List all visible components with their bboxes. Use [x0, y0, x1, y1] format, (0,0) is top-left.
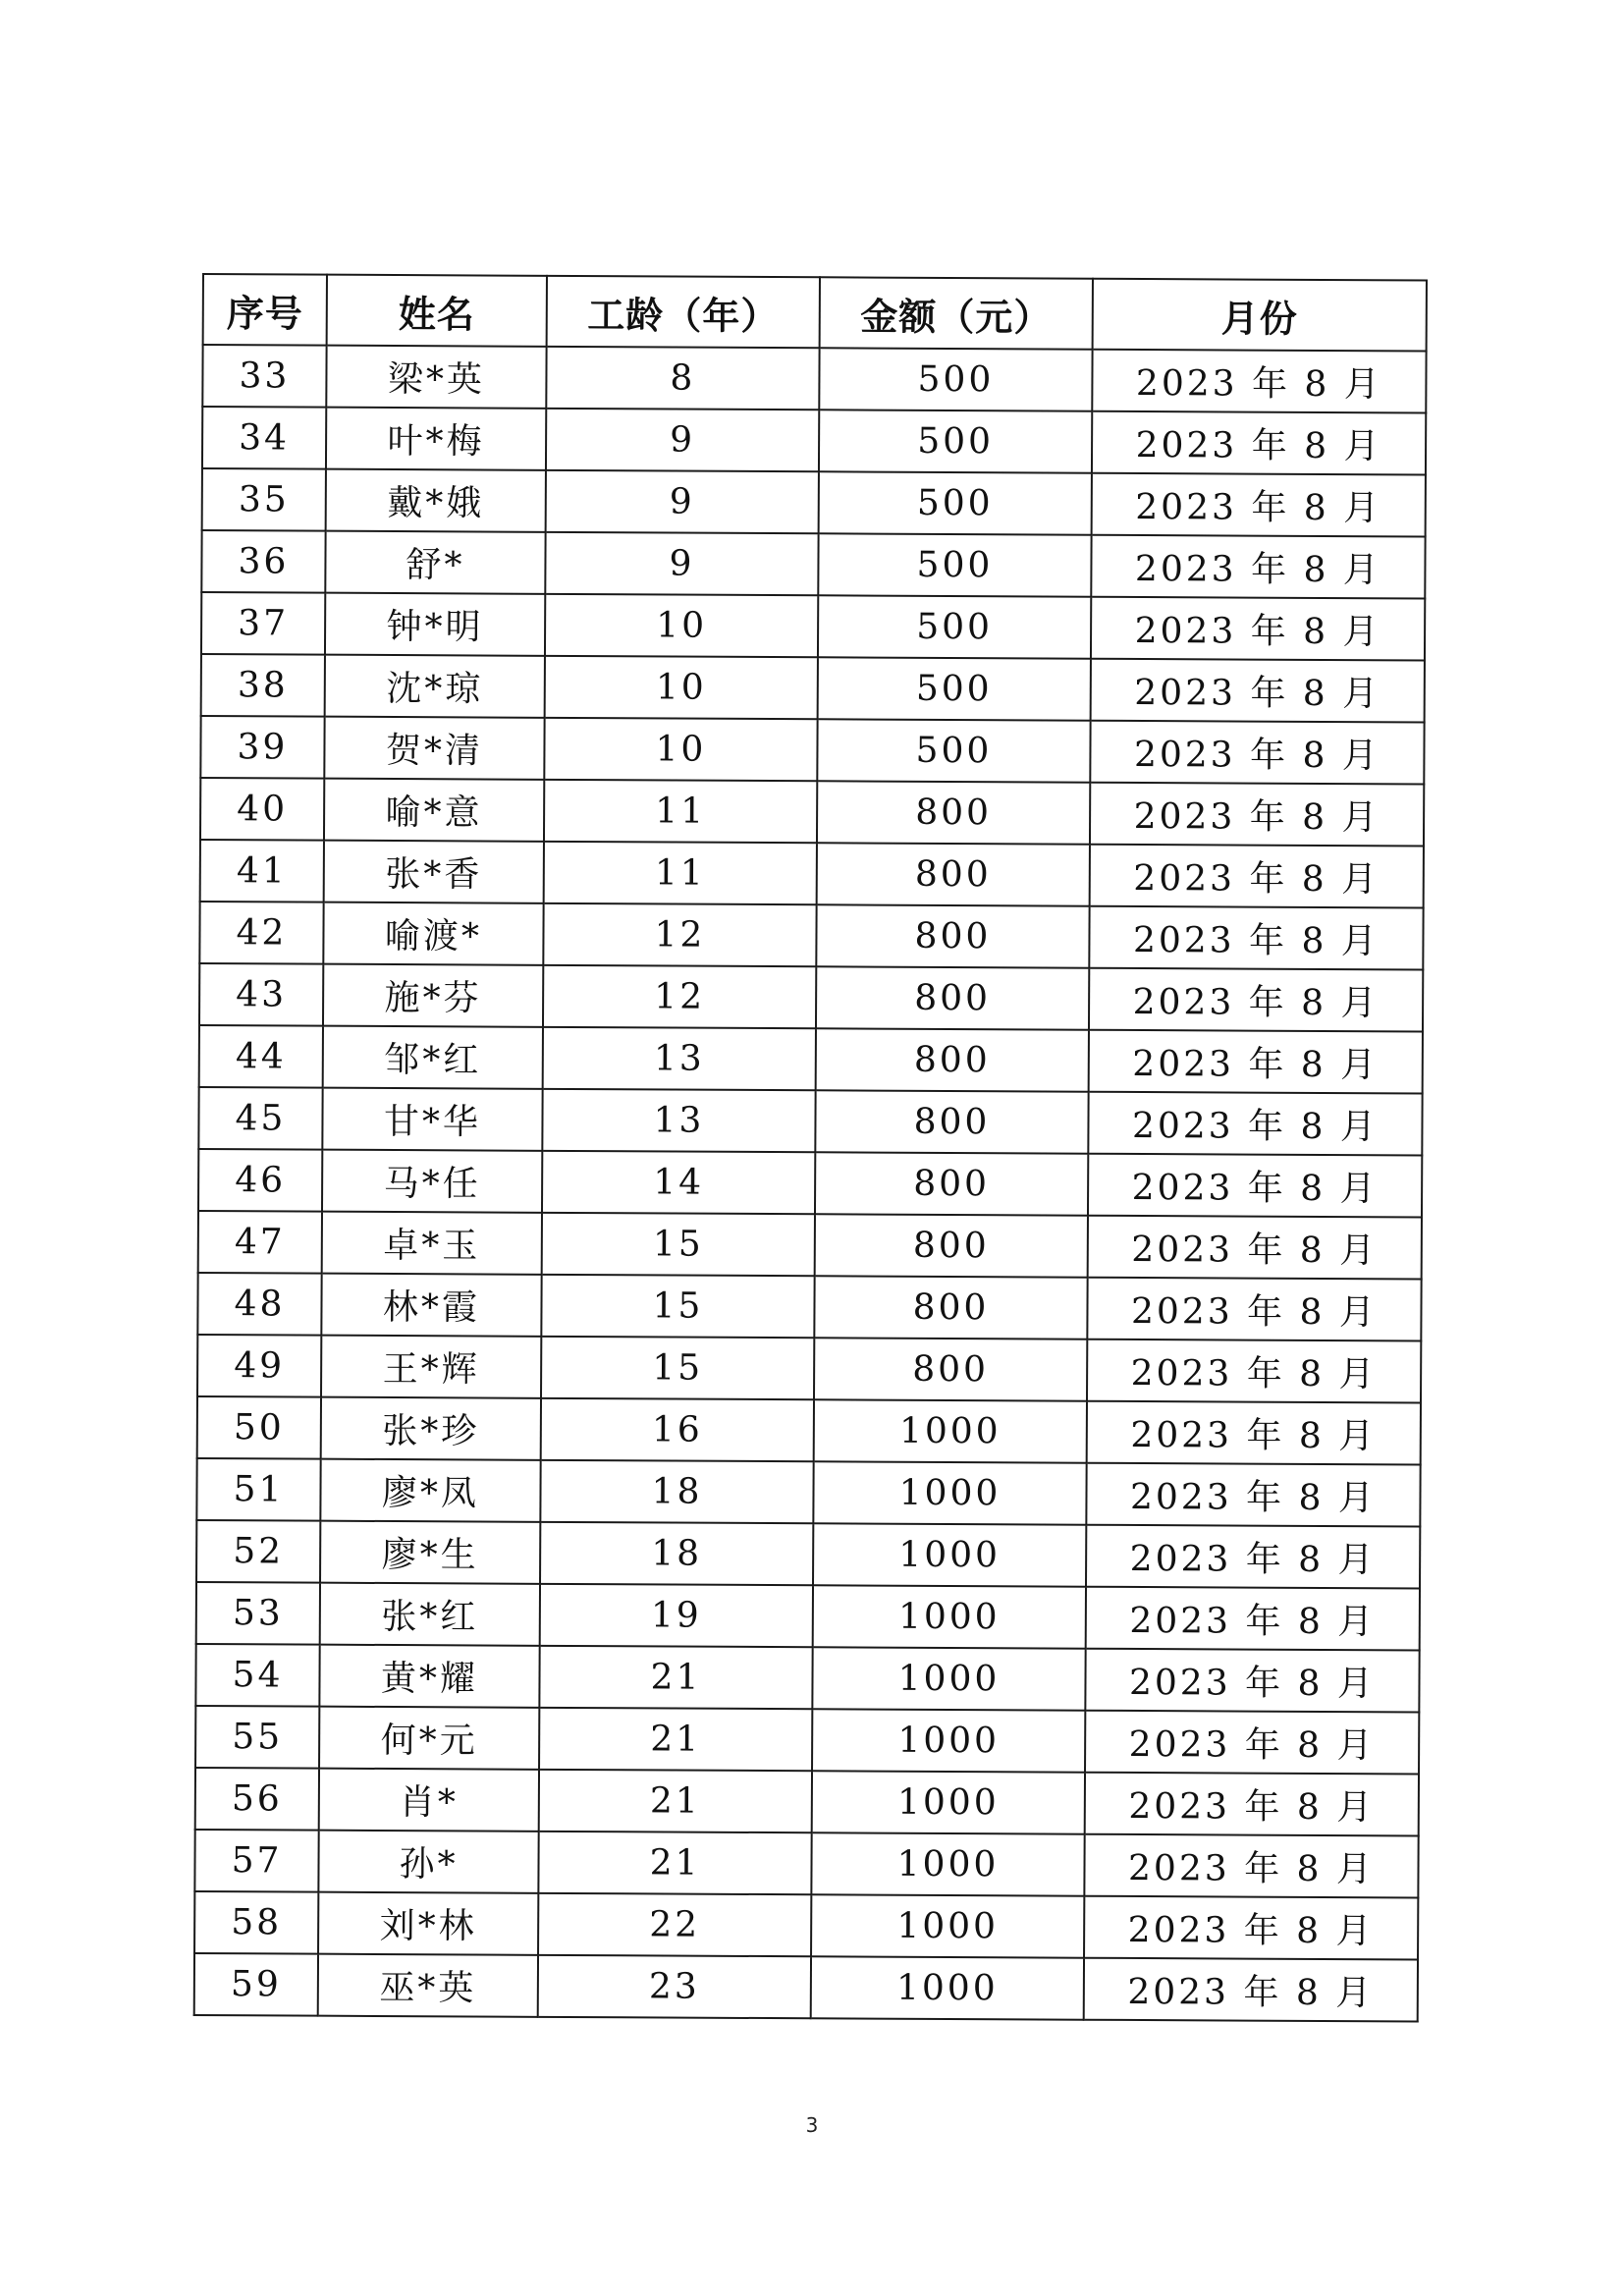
cell-amount: 500 [818, 595, 1091, 658]
cell-name: 施*芬 [323, 964, 543, 1027]
cell-seq: 36 [201, 530, 325, 593]
cell-years: 11 [544, 780, 817, 843]
cell-name: 叶*梅 [326, 408, 546, 470]
cell-name: 喻*意 [324, 779, 544, 842]
cell-month: 2023 年 8 月 [1089, 906, 1423, 970]
cell-month: 2023 年 8 月 [1086, 1587, 1420, 1651]
cell-amount: 1000 [813, 1461, 1086, 1524]
cell-amount: 500 [819, 410, 1092, 472]
cell-years: 10 [544, 718, 817, 781]
cell-name: 沈*琼 [325, 655, 545, 718]
cell-seq: 47 [198, 1211, 322, 1274]
cell-name: 孙* [318, 1831, 538, 1893]
cell-name: 贺*清 [324, 717, 544, 780]
cell-month: 2023 年 8 月 [1086, 1463, 1420, 1527]
cell-name: 张*珍 [321, 1397, 541, 1460]
cell-years: 15 [541, 1275, 814, 1338]
cell-month: 2023 年 8 月 [1087, 1339, 1421, 1403]
cell-years: 9 [546, 470, 819, 533]
table-row [201, 530, 1425, 599]
cell-seq: 42 [199, 902, 323, 964]
cell-amount: 1000 [812, 1647, 1085, 1710]
cell-seq: 58 [194, 1891, 318, 1954]
table-row [200, 778, 1424, 847]
cell-seq: 44 [199, 1025, 323, 1088]
cell-month: 2023 年 8 月 [1084, 1896, 1418, 1960]
cell-name: 卓*玉 [322, 1212, 542, 1275]
table-row [201, 654, 1425, 723]
cell-seq: 41 [200, 840, 324, 902]
table-row [197, 1273, 1421, 1341]
cell-amount: 500 [819, 348, 1092, 410]
cell-amount: 800 [814, 1338, 1087, 1400]
header-years: 工龄（年） [547, 276, 820, 348]
cell-seq: 43 [199, 963, 323, 1026]
table-row [195, 1706, 1419, 1775]
cell-amount: 800 [817, 781, 1090, 844]
table-row [196, 1458, 1420, 1527]
cell-amount: 1000 [812, 1771, 1085, 1833]
table-row [198, 1087, 1422, 1156]
cell-month: 2023 年 8 月 [1086, 1525, 1420, 1589]
cell-month: 2023 年 8 月 [1087, 1401, 1421, 1465]
cell-years: 18 [540, 1522, 813, 1585]
cell-seq: 40 [200, 778, 324, 841]
cell-seq: 59 [194, 1953, 318, 2016]
cell-name: 梁*英 [326, 346, 546, 409]
cell-amount: 1000 [813, 1585, 1086, 1648]
cell-years: 23 [538, 1955, 811, 2018]
cell-amount: 1000 [811, 1832, 1084, 1895]
cell-years: 10 [545, 656, 818, 719]
table-row [201, 592, 1425, 661]
cell-name: 甘*华 [322, 1088, 542, 1151]
table-row [194, 1953, 1418, 2022]
cell-seq: 49 [197, 1335, 321, 1397]
cell-amount: 1000 [811, 1894, 1084, 1957]
cell-years: 10 [545, 594, 818, 657]
table-row [195, 1768, 1419, 1836]
cell-years: 19 [540, 1584, 813, 1647]
table-row [202, 468, 1426, 537]
cell-years: 13 [542, 1089, 815, 1152]
cell-month: 2023 年 8 月 [1084, 1958, 1418, 2022]
cell-seq: 53 [196, 1582, 320, 1645]
cell-seq: 56 [195, 1768, 319, 1831]
table-row [194, 1830, 1418, 1898]
table-row [194, 1891, 1418, 1960]
cell-years: 14 [542, 1151, 815, 1214]
cell-month: 2023 年 8 月 [1091, 659, 1425, 723]
table-row [200, 840, 1424, 908]
table-row [197, 1396, 1421, 1465]
cell-amount: 800 [816, 966, 1089, 1029]
cell-seq: 35 [202, 468, 326, 531]
cell-name: 刘*林 [318, 1892, 538, 1955]
cell-month: 2023 年 8 月 [1085, 1649, 1419, 1713]
cell-month: 2023 年 8 月 [1084, 1834, 1418, 1898]
cell-amount: 1000 [811, 1956, 1084, 2019]
cell-name: 张*香 [324, 841, 544, 903]
cell-years: 21 [538, 1831, 811, 1894]
cell-seq: 37 [201, 592, 325, 655]
table-row [200, 716, 1424, 785]
cell-years: 13 [543, 1027, 816, 1090]
cell-month: 2023 年 8 月 [1090, 783, 1424, 847]
cell-amount: 800 [816, 904, 1089, 967]
cell-seq: 38 [201, 654, 325, 717]
cell-years: 15 [542, 1213, 815, 1276]
cell-seq: 45 [198, 1087, 322, 1150]
cell-amount: 800 [815, 1214, 1088, 1277]
cell-name: 肖* [319, 1769, 539, 1831]
table-row [198, 1149, 1422, 1218]
cell-name: 廖*生 [320, 1521, 540, 1584]
cell-years: 12 [543, 965, 816, 1028]
cell-years: 16 [541, 1398, 814, 1461]
header-name: 姓名 [327, 275, 547, 347]
header-row [203, 274, 1427, 352]
cell-years: 22 [538, 1893, 811, 1956]
cell-month: 2023 年 8 月 [1090, 845, 1424, 908]
header-seq: 序号 [203, 274, 327, 346]
cell-name: 马*任 [322, 1150, 542, 1213]
table-row [198, 1211, 1422, 1280]
table-row [199, 1025, 1423, 1094]
cell-years: 9 [545, 532, 818, 595]
header-amount: 金额（元） [820, 277, 1093, 349]
table-row [196, 1520, 1420, 1589]
cell-seq: 52 [196, 1520, 320, 1583]
cell-name: 黄*耀 [319, 1645, 539, 1708]
cell-seq: 33 [202, 345, 326, 408]
cell-amount: 1000 [814, 1399, 1087, 1462]
page-number: 3 [805, 2113, 819, 2137]
cell-month: 2023 年 8 月 [1087, 1278, 1421, 1341]
cell-month: 2023 年 8 月 [1090, 721, 1424, 785]
cell-month: 2023 年 8 月 [1085, 1773, 1419, 1836]
cell-month: 2023 年 8 月 [1091, 535, 1425, 599]
cell-amount: 800 [816, 1028, 1089, 1091]
cell-seq: 55 [195, 1706, 319, 1769]
cell-amount: 1000 [812, 1709, 1085, 1772]
table-row [199, 902, 1423, 970]
cell-years: 12 [543, 903, 816, 966]
cell-amount: 800 [815, 1152, 1088, 1215]
cell-years: 21 [539, 1646, 812, 1709]
cell-years: 11 [544, 842, 817, 904]
cell-years: 21 [539, 1770, 812, 1832]
cell-seq: 34 [202, 407, 326, 469]
cell-month: 2023 年 8 月 [1092, 350, 1426, 413]
cell-name: 张*红 [320, 1583, 540, 1646]
cell-name: 戴*娥 [326, 469, 546, 532]
cell-years: 21 [539, 1708, 812, 1771]
cell-name: 廖*凤 [320, 1459, 540, 1522]
table-row [202, 407, 1426, 475]
cell-seq: 46 [198, 1149, 322, 1212]
table-row [197, 1335, 1421, 1403]
cell-amount: 800 [815, 1090, 1088, 1153]
cell-month: 2023 年 8 月 [1089, 968, 1423, 1032]
table-row [202, 345, 1426, 413]
cell-amount: 1000 [813, 1523, 1086, 1586]
table-row [195, 1644, 1419, 1713]
cell-month: 2023 年 8 月 [1088, 1092, 1422, 1156]
cell-month: 2023 年 8 月 [1089, 1030, 1423, 1094]
table-body [194, 345, 1427, 2022]
cell-month: 2023 年 8 月 [1091, 597, 1425, 661]
cell-name: 林*霞 [321, 1274, 541, 1337]
header-month: 月份 [1093, 279, 1427, 352]
cell-month: 2023 年 8 月 [1088, 1216, 1422, 1280]
cell-name: 钟*明 [325, 593, 545, 656]
cell-amount: 800 [817, 843, 1090, 905]
subsidy-table [193, 273, 1428, 2023]
cell-years: 15 [541, 1337, 814, 1399]
cell-years: 8 [546, 347, 819, 410]
cell-seq: 57 [194, 1830, 318, 1892]
cell-amount: 500 [818, 657, 1091, 720]
cell-month: 2023 年 8 月 [1088, 1154, 1422, 1218]
cell-seq: 48 [197, 1273, 321, 1336]
cell-seq: 51 [196, 1458, 320, 1521]
cell-name: 邹*红 [323, 1026, 543, 1089]
cell-seq: 39 [200, 716, 324, 779]
cell-month: 2023 年 8 月 [1092, 411, 1426, 475]
cell-amount: 500 [819, 471, 1092, 534]
cell-years: 18 [540, 1460, 813, 1523]
table-row [196, 1582, 1420, 1651]
cell-name: 喻渡* [323, 902, 543, 965]
cell-name: 何*元 [319, 1707, 539, 1770]
cell-month: 2023 年 8 月 [1085, 1711, 1419, 1775]
cell-amount: 500 [817, 719, 1090, 782]
cell-name: 舒* [325, 531, 545, 594]
cell-amount: 800 [814, 1276, 1087, 1339]
cell-name: 巫*英 [318, 1954, 538, 2017]
table-row [199, 963, 1423, 1032]
cell-amount: 500 [818, 533, 1091, 596]
cell-years: 9 [546, 409, 819, 471]
table-header [203, 274, 1427, 352]
cell-name: 王*辉 [321, 1336, 541, 1398]
cell-seq: 50 [197, 1396, 321, 1459]
cell-month: 2023 年 8 月 [1092, 473, 1426, 537]
cell-seq: 54 [195, 1644, 319, 1707]
